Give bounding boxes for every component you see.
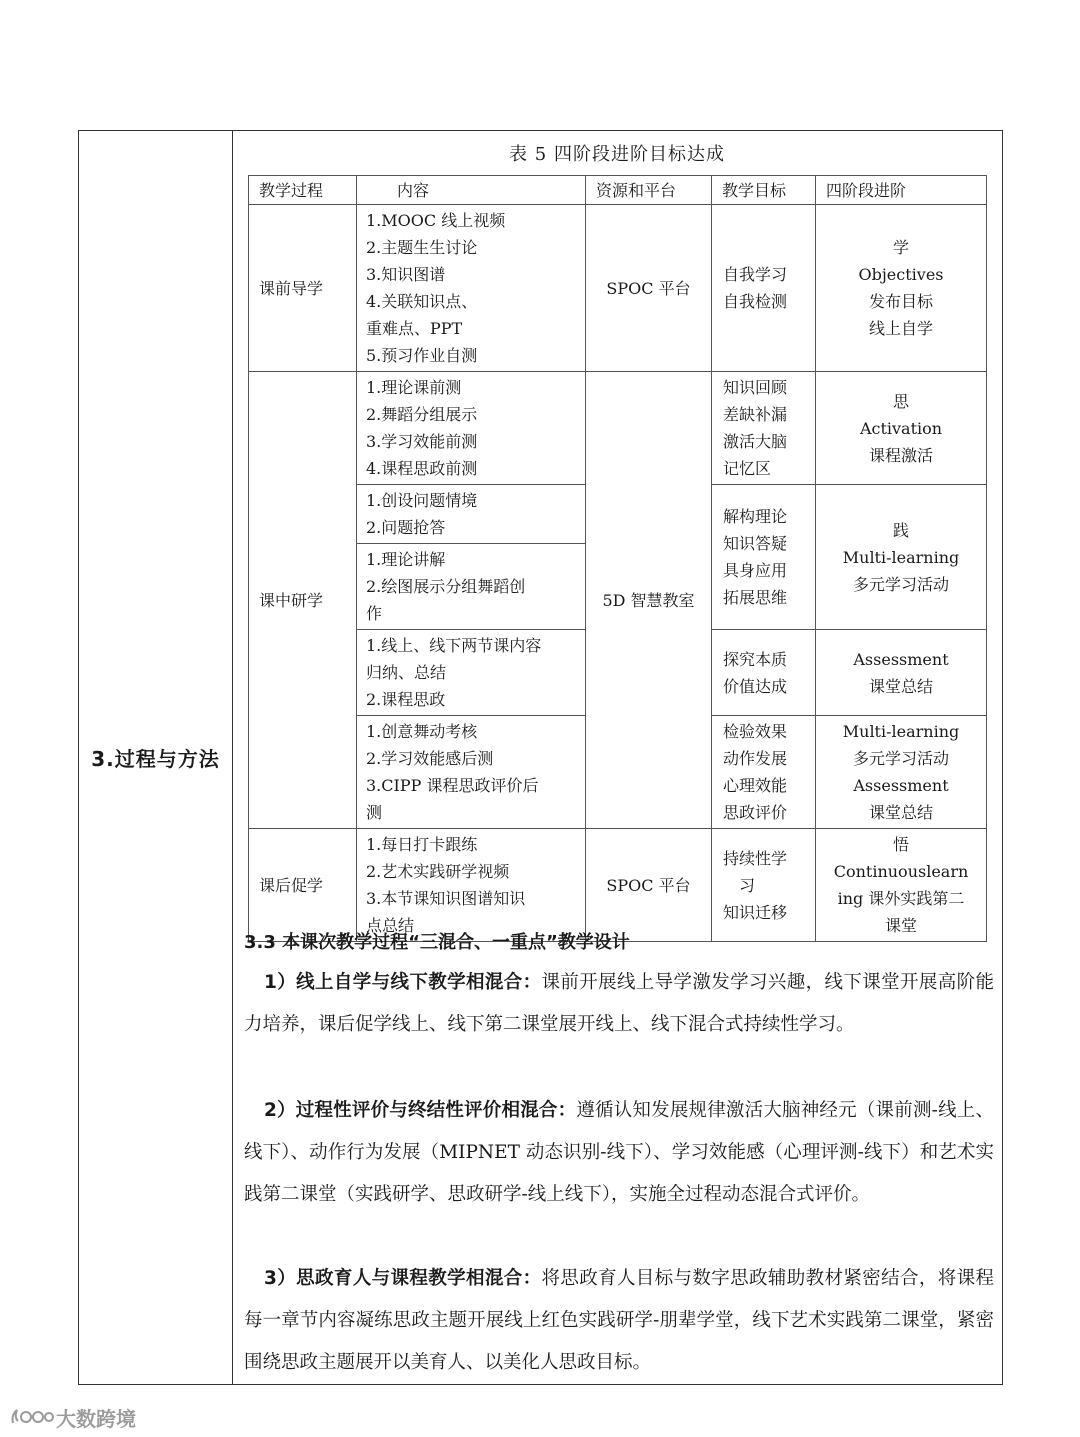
goal-line: 动作发展 (723, 749, 788, 768)
content-line: 2.问题抢答 (366, 518, 446, 537)
content-cell (357, 630, 586, 716)
stage-line: Multi-learning (842, 547, 960, 567)
design-paragraph (244, 1258, 994, 1384)
content-line: 1.创设问题情境 (366, 491, 478, 510)
table-row (249, 372, 987, 485)
goal-line: 记忆区 (723, 459, 772, 478)
goal-line: 思政评价 (723, 803, 788, 822)
paragraph-text: 课前开展线上导学激发学习兴趣，线下课堂开展高阶能力培养，课后促学线上、线下第二课堂展开线上、线下混合式持续性学习。 (244, 972, 994, 1035)
stage-line: Assessment (853, 649, 949, 669)
process-cell: 课中研学 (249, 372, 357, 829)
header-content: 内容 (357, 176, 586, 205)
content-cell (357, 485, 586, 544)
content-cell (357, 544, 586, 630)
stage-line: Continuouslearn (833, 862, 969, 881)
goal-line: 解构理论 (723, 507, 788, 526)
watermark-logo-icon (10, 1405, 54, 1429)
content-line: 1.理论讲解 (366, 550, 446, 569)
goal-line: 价值达成 (723, 676, 788, 696)
header-process: 教学过程 (249, 176, 357, 205)
table-row (249, 829, 987, 942)
content-line: 3.学习效能前测 (366, 432, 478, 451)
stage-line: ing 课外实践第二 (837, 889, 965, 908)
content-cell (357, 205, 586, 372)
table-header-row (249, 176, 987, 205)
content-line: 1.MOOC 线上视频 (366, 211, 506, 230)
goal-cell (712, 485, 816, 630)
content-line: 2.主题生生讨论 (366, 238, 478, 257)
stage-cell (816, 205, 987, 372)
content-line: 4.课程思政前测 (366, 459, 478, 478)
goal-line: 知识回顾 (723, 378, 788, 397)
goal-line: 知识答疑 (723, 534, 788, 553)
design-paragraph (244, 962, 994, 1046)
goal-line: 差缺补漏 (723, 405, 788, 424)
stage-line: 课程激活 (868, 445, 933, 465)
paragraph-label: 3）思政育人与课程教学相混合： (264, 1268, 542, 1289)
content-line: 2.学习效能感后测 (366, 749, 494, 768)
stage-goal-table (248, 175, 987, 942)
content-line: 1.创意舞动考核 (366, 722, 478, 741)
table-row (249, 205, 987, 372)
platform-cell: 5D 智慧教室 (586, 372, 712, 829)
stage-cell (816, 485, 987, 630)
goal-line: 拓展思维 (723, 588, 788, 607)
goal-line: 自我检测 (723, 292, 788, 311)
goal-line: 知识迁移 (723, 902, 788, 922)
content-cell (357, 716, 586, 829)
paragraph-text: 将思政育人目标与数字思政辅助教材紧密结合，将课程每一章节内容凝练思政主题开展线上红色实践研学-朋辈学堂，线下艺术实践第二课堂，紧密围绕思政主题展开以美育人、以美化人思政目标。 (244, 1268, 994, 1373)
goal-cell (712, 829, 816, 942)
process-cell: 课前导学 (249, 205, 357, 372)
goal-line: 检验效果 (723, 722, 788, 741)
stage-line: 发布目标 (868, 292, 933, 311)
content-line: 作 (366, 604, 383, 623)
header-platform: 资源和平台 (586, 176, 712, 205)
stage-line: Objectives (858, 265, 944, 284)
goal-line: 心理效能 (723, 776, 788, 795)
content-line: 3.CIPP 课程思政评价后 (366, 776, 539, 795)
section-label-cell (79, 131, 233, 1384)
content-line: 2.课程思政 (366, 690, 446, 709)
goal-cell (712, 716, 816, 829)
stage-line: 课堂总结 (868, 676, 933, 696)
content-line: 3.知识图谱 (366, 265, 446, 284)
header-stage: 四阶段进阶 (816, 176, 987, 205)
goal-line: 激活大脑 (723, 432, 788, 451)
paragraph-label: 1）线上自学与线下教学相混合： (264, 972, 542, 993)
goal-line: 习 (739, 875, 756, 895)
platform-cell: SPOC 平台 (586, 829, 712, 942)
stage-line: 多元学习活动 (852, 749, 949, 768)
goal-cell (712, 205, 816, 372)
table-title: 表 5 四阶段进阶目标达成 (509, 144, 725, 165)
content-line: 2.绘图展示分组舞蹈创 (366, 577, 526, 596)
stage-cell (816, 829, 987, 942)
content-line: 1.线上、线下两节课内容 (366, 636, 542, 655)
stage-cell (816, 716, 987, 829)
stage-line: 践 (892, 520, 909, 540)
goal-line: 具身应用 (723, 561, 788, 580)
stage-line: Activation (859, 418, 943, 438)
content-line: 3.本节课知识图谱知识 (366, 889, 526, 908)
stage-line: Assessment (853, 776, 949, 795)
content-line: 重难点、PPT (366, 319, 463, 338)
design-paragraph (244, 1090, 994, 1216)
content-line: 1.每日打卡跟练 (366, 835, 478, 854)
goal-line: 探究本质 (723, 649, 788, 669)
stage-line: 悟 (892, 835, 909, 854)
stage-line: 课堂 (884, 916, 917, 935)
content-line: 点总结 (366, 916, 415, 935)
stage-cell (816, 372, 987, 485)
stage-line: 线上自学 (868, 319, 933, 338)
goal-cell (712, 372, 816, 485)
content-line: 归纳、总结 (366, 663, 447, 682)
process-cell: 课后促学 (249, 829, 357, 942)
goal-line: 持续性学 (723, 848, 788, 868)
content-line: 4.关联知识点、 (366, 292, 478, 311)
paragraph-label: 2）过程性评价与终结性评价相混合： (264, 1100, 577, 1121)
stage-cell (816, 630, 987, 716)
content-line: 5.预习作业自测 (366, 346, 478, 365)
watermark-text: 大数跨境 (56, 1406, 136, 1431)
goal-line: 自我学习 (723, 265, 788, 284)
platform-cell: SPOC 平台 (586, 205, 712, 372)
stage-line: 学 (892, 238, 909, 257)
section-label: 3.过程与方法 (91, 747, 220, 771)
content-cell (357, 829, 586, 942)
content-line: 2.艺术实践研学视频 (366, 862, 510, 881)
paragraph-text: 遵循认知发展规律激活大脑神经元（课前测-线上、线下）、动作行为发展（MIPNET 动态识别-线下）、学习效能感（心理评测-线下）和艺术实践第二课堂（实践研学、思政研学-线上线下），实施全过程动态混合式评价。 (244, 1100, 994, 1205)
stage-line: 多元学习活动 (852, 574, 949, 594)
stage-line: 课堂总结 (868, 803, 933, 822)
goal-cell (712, 630, 816, 716)
watermark (10, 1404, 136, 1430)
content-line: 2.舞蹈分组展示 (366, 405, 478, 424)
content-line: 1.理论课前测 (366, 378, 462, 397)
content-line: 测 (366, 803, 383, 822)
stage-line: Multi-learning (842, 722, 960, 741)
design-heading: 3.3 本课次教学过程“三混合、一重点”教学设计 (244, 932, 630, 953)
stage-line: 思 (892, 391, 909, 411)
content-cell (357, 372, 586, 485)
header-goal: 教学目标 (712, 176, 816, 205)
